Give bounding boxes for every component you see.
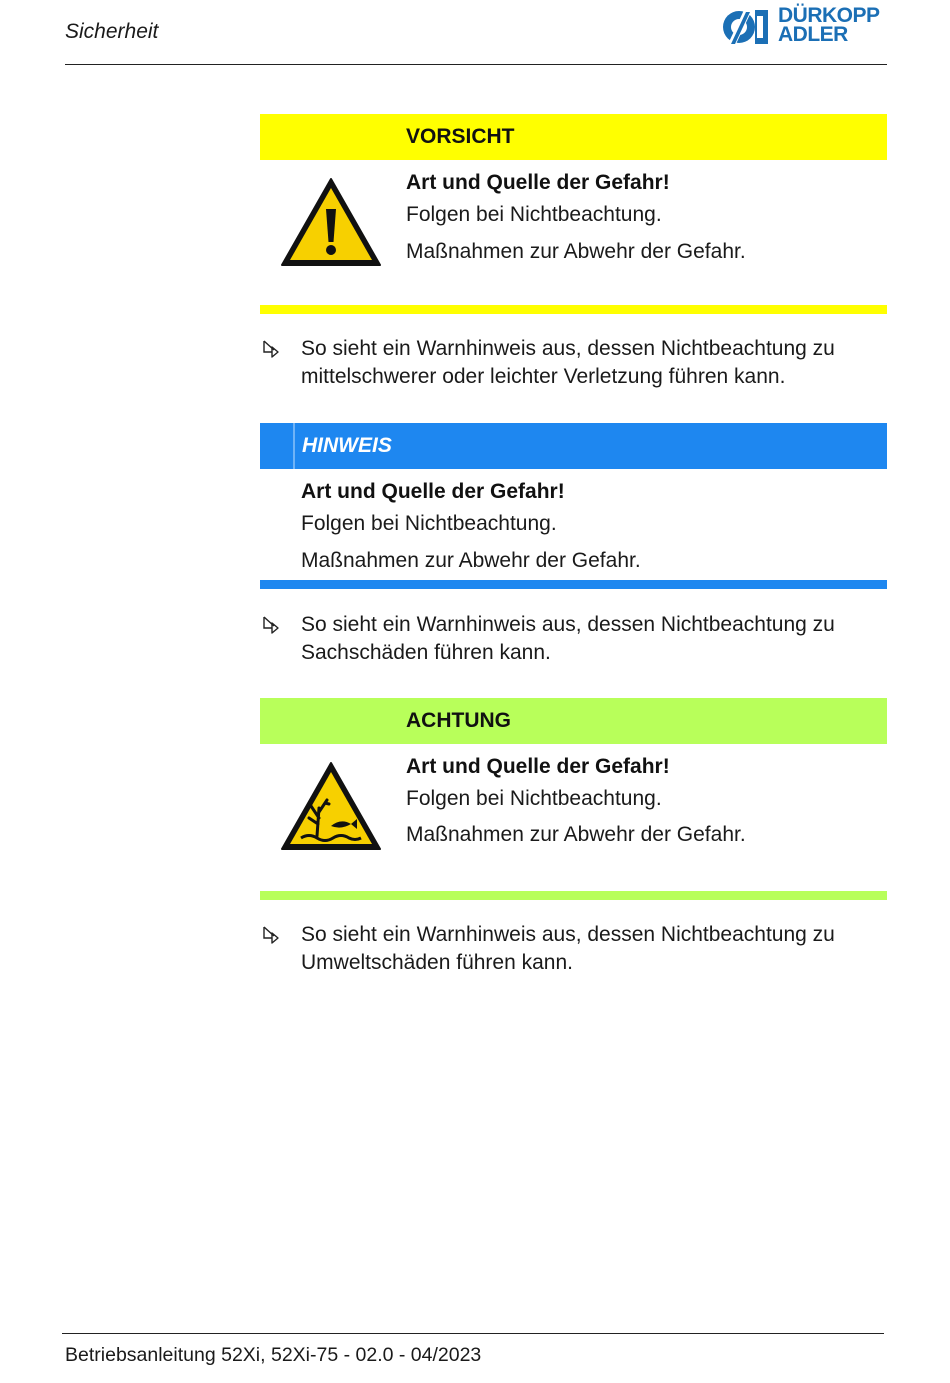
vorsicht-explanation — [301, 335, 835, 391]
achtung-consequence: Folgen bei Nichtbeachtung. — [406, 787, 662, 810]
vorsicht-footer-bar — [260, 305, 887, 314]
header-divider — [65, 64, 887, 65]
footer-divider — [62, 1333, 884, 1334]
hinweis-explanation — [301, 611, 835, 667]
hinweis-consequence: Folgen bei Nichtbeachtung. — [301, 512, 557, 535]
vorsicht-consequence: Folgen bei Nichtbeachtung. — [406, 203, 662, 226]
achtung-explanation-line2: Umweltschäden führen kann. — [301, 951, 573, 974]
general-warning-exclamation-icon — [279, 176, 383, 268]
achtung-label: ACHTUNG — [406, 709, 511, 732]
vorsicht-explanation-line2: mittelschwerer oder leichter Verletzung führen kann. — [301, 365, 786, 388]
achtung-header-bar — [260, 698, 887, 744]
document-footer: Betriebsanleitung 52Xi, 52Xi-75 - 02.0 - 04/2023 — [65, 1344, 482, 1366]
hinweis-explanation-line1: So sieht ein Warnhinweis aus, dessen Nichtbeachtung zu — [301, 613, 835, 636]
hinweis-label: HINWEIS — [302, 434, 392, 457]
brand-name — [778, 6, 880, 44]
hinweis-bar-divider — [293, 423, 295, 469]
hinweis-header-bar — [260, 423, 887, 469]
achtung-explanation — [301, 921, 835, 977]
result-arrow-icon — [262, 615, 282, 635]
brand-logo-mark-icon — [722, 8, 772, 46]
vorsicht-header-bar — [260, 114, 887, 160]
hinweis-footer-bar — [260, 580, 887, 589]
hinweis-explanation-line2: Sachschäden führen kann. — [301, 641, 551, 664]
brand-logo — [722, 6, 892, 48]
vorsicht-measures: Maßnahmen zur Abwehr der Gefahr. — [406, 240, 746, 263]
vorsicht-explanation-line1: So sieht ein Warnhinweis aus, dessen Nichtbeachtung zu — [301, 337, 835, 360]
hinweis-measures: Maßnahmen zur Abwehr der Gefahr. — [301, 549, 641, 572]
result-arrow-icon — [262, 339, 282, 359]
vorsicht-heading: Art und Quelle der Gefahr! — [406, 171, 670, 194]
page-section-title: Sicherheit — [65, 20, 159, 43]
achtung-heading: Art und Quelle der Gefahr! — [406, 755, 670, 778]
vorsicht-label: VORSICHT — [406, 125, 515, 148]
hinweis-heading: Art und Quelle der Gefahr! — [301, 480, 565, 503]
brand-name-line1: DÜRKOPP — [778, 4, 880, 27]
result-arrow-icon — [262, 925, 282, 945]
achtung-measures: Maßnahmen zur Abwehr der Gefahr. — [406, 823, 746, 846]
achtung-footer-bar — [260, 891, 887, 900]
brand-name-line2: ADLER — [778, 23, 848, 46]
achtung-explanation-line1: So sieht ein Warnhinweis aus, dessen Nichtbeachtung zu — [301, 923, 835, 946]
environmental-hazard-icon — [279, 760, 383, 852]
